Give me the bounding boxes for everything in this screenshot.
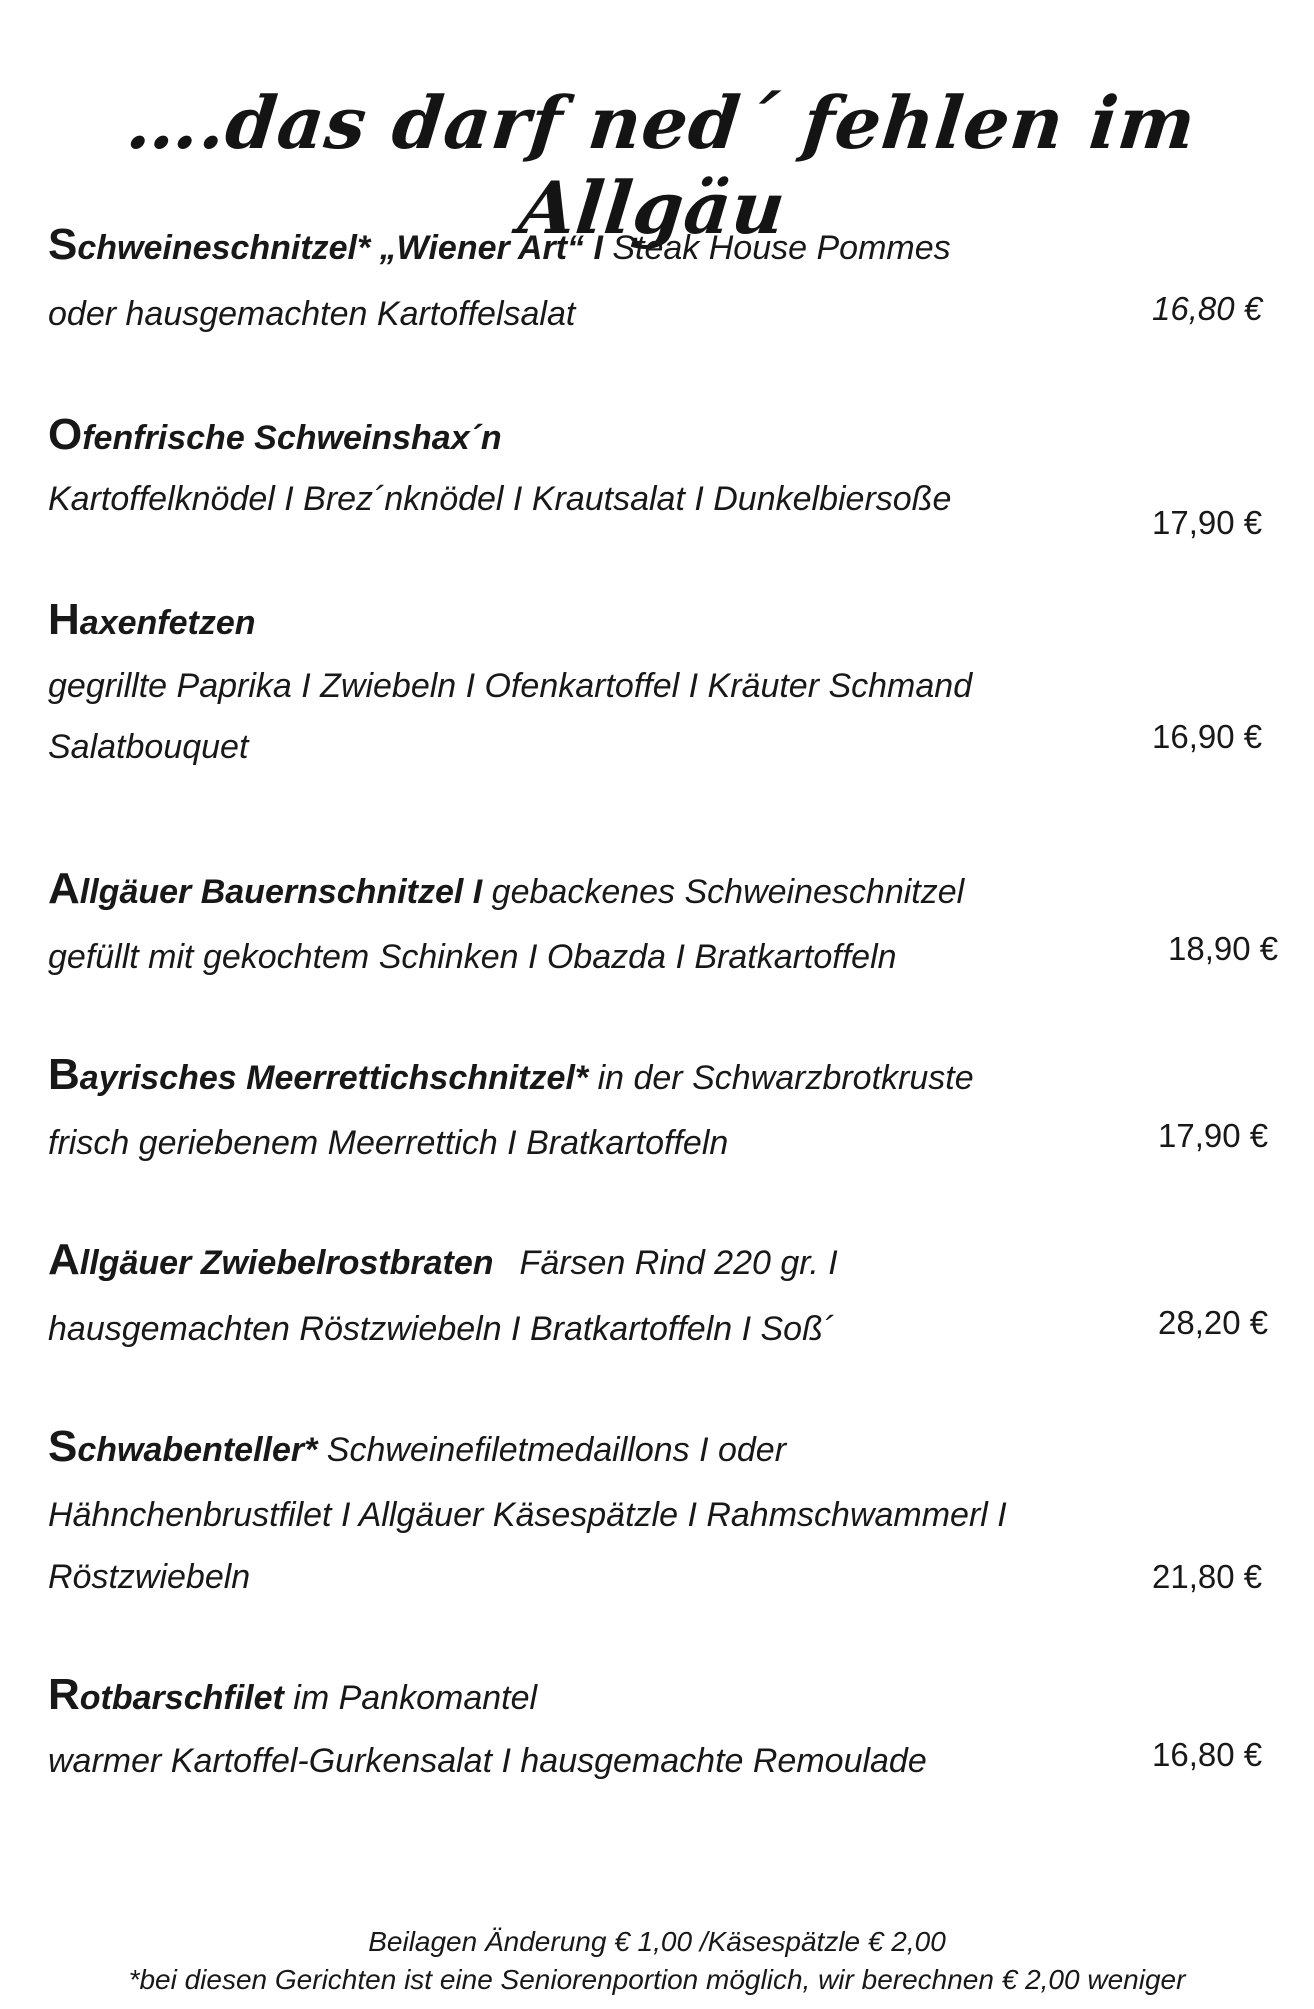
name-rest: fenfrische Schweinshax´n [82, 419, 502, 457]
name-initial: A [48, 864, 80, 913]
menu-item-price: 18,90 € [1168, 930, 1279, 967]
name-rest: chwabenteller* [77, 1431, 318, 1469]
menu-item-price: 21,80 € [1152, 1558, 1263, 1595]
menu-item-name [48, 864, 964, 914]
menu-item-price: 28,20 € [1158, 1304, 1269, 1341]
footer-side-dish-note: Beilagen Änderung € 1,00 /Käsespätzle € 2,00 [368, 1926, 946, 1957]
name-initial: S [48, 220, 78, 269]
menu-item-description: frisch geriebenem Meerrettich I Bratkartoffeln [48, 1124, 729, 1162]
menu-item-description: oder hausgemachten Kartoffelsalat [48, 295, 576, 333]
menu-item-name [48, 410, 502, 460]
name-rest: chweineschnitzel* „Wiener Art“ I [77, 229, 603, 267]
name-tail: in der Schwarzbrotkruste [588, 1059, 974, 1097]
footer-senior-note: *bei diesen Gerichten ist eine Seniorenportion möglich, wir berechnen € 2,00 weniger [128, 1964, 1186, 1995]
menu-item-name [48, 1670, 537, 1720]
menu-item-price: 17,90 € [1152, 504, 1263, 541]
menu-item-price: 16,90 € [1152, 718, 1263, 755]
menu-item-name [48, 595, 256, 645]
menu-item-description: Kartoffelknödel I Brez´nknödel I Krautsalat I Dunkelbiersoße [48, 480, 952, 518]
menu-item-description: Hähnchenbrustfilet I Allgäuer Käsespätzle I Rahmschwammerl I [48, 1496, 1007, 1534]
name-rest: ayrisches Meerrettichschnitzel* [79, 1059, 589, 1097]
name-initial: B [48, 1050, 80, 1099]
name-tail: im Pankomantel [283, 1679, 538, 1717]
name-rest: llgäuer Zwiebelrostbraten [79, 1244, 494, 1282]
menu-item-name [48, 220, 951, 270]
menu-title: ….das darf ned´ fehlen im Allgäu [122, 80, 1201, 250]
name-initial: S [48, 1422, 78, 1471]
name-initial: O [48, 410, 83, 459]
name-tail: Schweinefiletmedaillons I oder [317, 1431, 787, 1469]
name-rest: axenfetzen [79, 604, 256, 642]
name-rest: otbarschfilet [79, 1679, 284, 1717]
menu-item-price: 17,90 € [1158, 1117, 1269, 1154]
menu-item-name [48, 1422, 786, 1472]
name-rest: llgäuer Bauernschnitzel I [79, 873, 483, 911]
name-tail: gebackenes Schweineschnitzel [482, 873, 965, 911]
menu-item-description: gefüllt mit gekochtem Schinken I Obazda I Bratkartoffeln [48, 938, 897, 976]
name-initial: A [48, 1235, 80, 1284]
name-tail: Färsen Rind 220 gr. I [519, 1244, 838, 1282]
menu-item-description: gegrillte Paprika I Zwiebeln I Ofenkartoffel I Kräuter Schmand [48, 667, 973, 705]
name-tail: Steak House Pommes [602, 229, 951, 267]
menu-item-name [48, 1235, 838, 1285]
menu-item-description: Röstzwiebeln [48, 1558, 251, 1596]
menu-item-price: 16,80 € [1152, 1736, 1263, 1773]
name-initial: R [48, 1670, 80, 1719]
menu-item-description: warmer Kartoffel-Gurkensalat I hausgemachte Remoulade [48, 1742, 927, 1780]
name-initial: H [48, 595, 80, 644]
menu-item-price: 16,80 € [1152, 290, 1263, 327]
menu-item-description: Salatbouquet [48, 728, 249, 766]
menu-item-name [48, 1050, 974, 1100]
menu-item-description: hausgemachten Röstzwiebeln I Bratkartoffeln I Soß´ [48, 1310, 835, 1348]
